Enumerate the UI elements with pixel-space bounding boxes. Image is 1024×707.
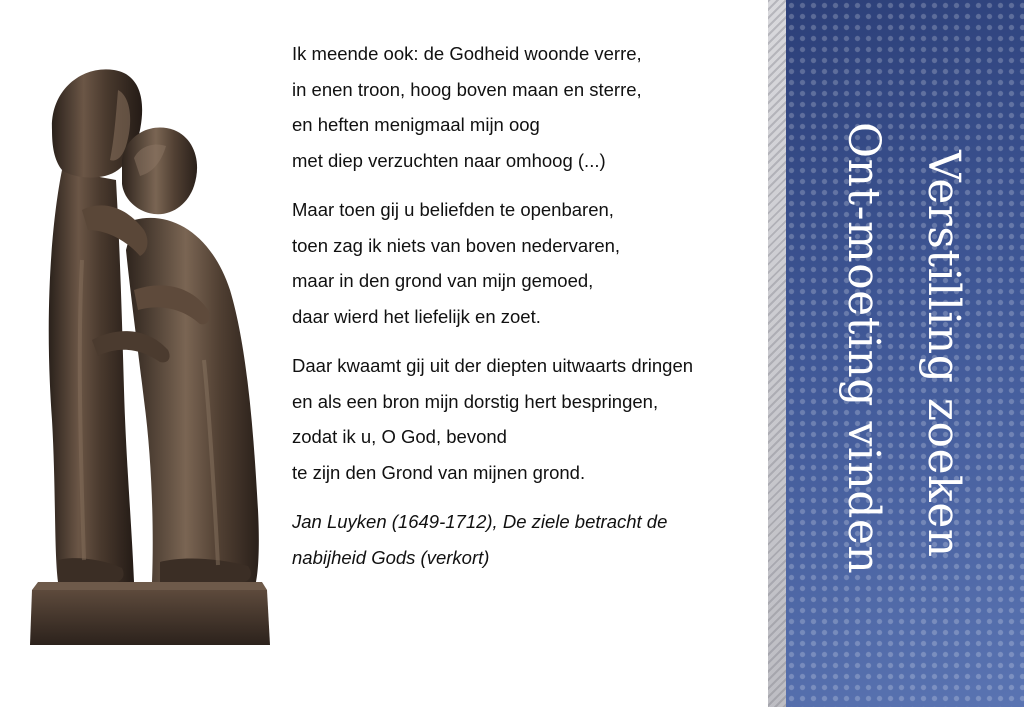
poem-stanza bbox=[292, 192, 762, 334]
poem-stanza bbox=[292, 36, 762, 178]
poem-text bbox=[292, 36, 762, 589]
panel-title-verstilling: Verstilling zoeken bbox=[918, 150, 969, 558]
side-title-panel bbox=[786, 0, 1024, 707]
poem-line: zodat ik u, O God, bevond bbox=[292, 426, 507, 447]
poem-citation bbox=[292, 504, 762, 575]
poem-line: en heften menigmaal mijn oog bbox=[292, 114, 540, 135]
citation-line: nabijheid Gods (verkort) bbox=[292, 546, 490, 568]
poem-line: met diep verzuchten naar omhoog (...) bbox=[292, 149, 606, 171]
poem-line: toen zag ik niets van boven nedervaren, bbox=[292, 234, 621, 256]
poem-stanza bbox=[292, 348, 762, 490]
poem-line: maar in den grond van mijn gemoed, bbox=[292, 270, 594, 291]
poem-line: Maar toen gij u beliefden te openbaren, bbox=[292, 199, 614, 220]
poem-line: Daar kwaamt gij uit der diepten uitwaarts dringen bbox=[292, 355, 694, 376]
poem-line: en als een bron mijn dorstig hert bespringen, bbox=[292, 390, 659, 412]
poem-line: Ik meende ook: de Godheid woonde verre, bbox=[292, 43, 642, 64]
poem-line: te zijn den Grond van mijnen grond. bbox=[292, 461, 586, 483]
poem-line: daar wierd het liefelijk en zoet. bbox=[292, 305, 541, 327]
poem-line: in enen troon, hoog boven maan en sterre, bbox=[292, 78, 642, 100]
decorative-divider bbox=[768, 0, 786, 707]
panel-title-ontmoeting: Ont-moeting vinden bbox=[838, 122, 889, 575]
citation-line: Jan Luyken (1649-1712), De ziele betracht de bbox=[292, 511, 668, 532]
bronze-sculpture-image bbox=[22, 60, 282, 650]
